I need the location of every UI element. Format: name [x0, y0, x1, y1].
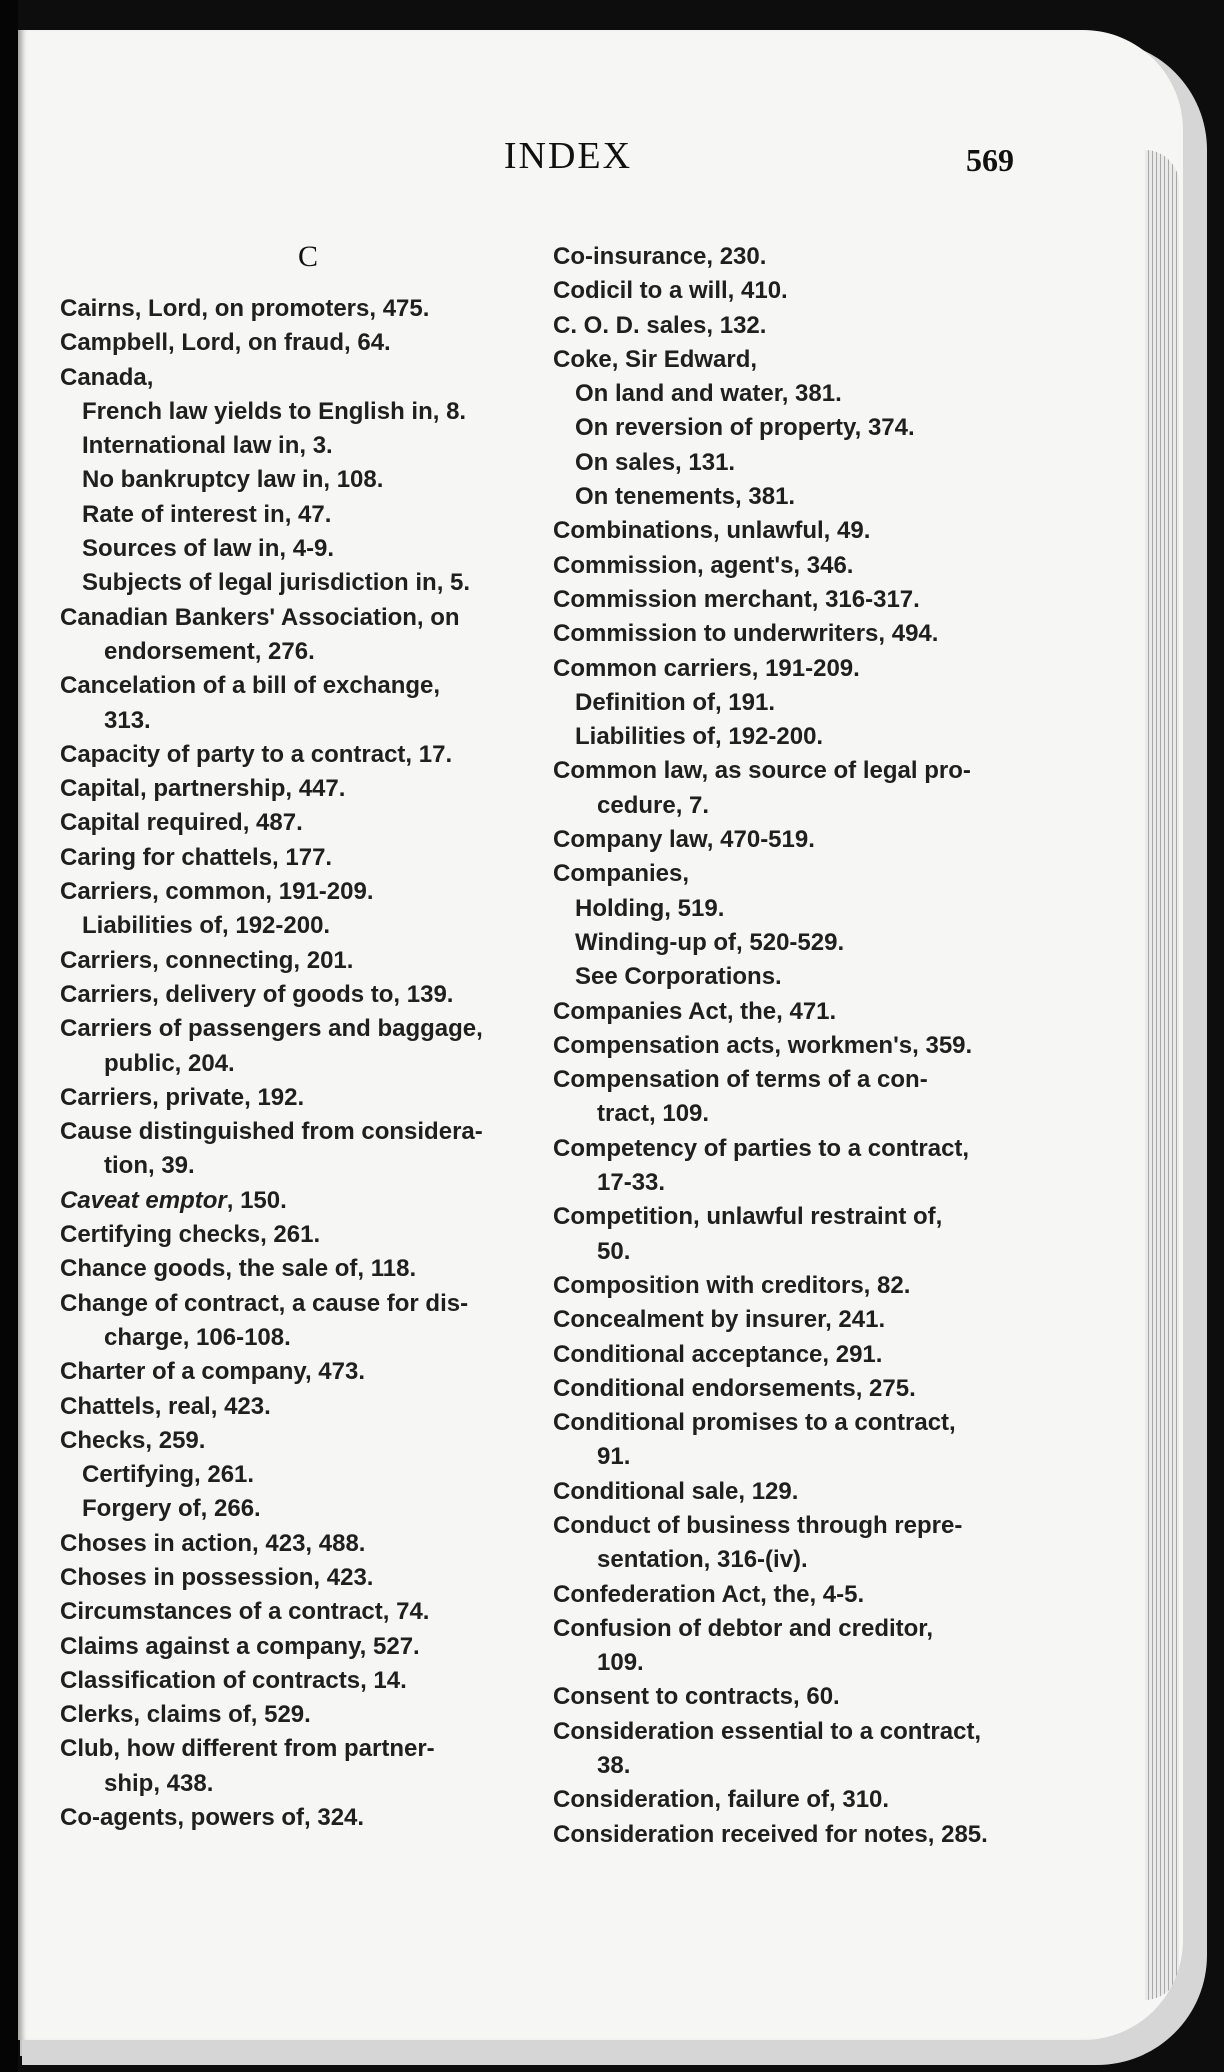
entry-continuation: public, 204. [104, 1049, 235, 1077]
index-subentry [60, 1492, 560, 1526]
entry-text: Conditional promises to a contract, [553, 1409, 956, 1437]
entry-text: Definition of, 191. [575, 688, 776, 716]
entry-text: Choses in possession, 423. [60, 1563, 374, 1591]
index-entry [553, 1372, 1063, 1406]
book-page [18, 30, 1183, 2040]
entry-text: Common carriers, 191-209. [553, 654, 860, 682]
entry-continuation: cedure, 7. [597, 791, 710, 819]
index-subentry [553, 446, 1063, 480]
entry-text: On reversion of property, 374. [575, 414, 915, 442]
index-entry [553, 583, 1063, 617]
entry-text: Carriers, private, 192. [60, 1083, 305, 1111]
entry-text: Cairns, Lord, on promoters, 475. [60, 295, 430, 322]
entry-text: Chattels, real, 423. [60, 1392, 271, 1420]
entry-text: Certifying checks, 261. [60, 1221, 321, 1249]
entry-text: On land and water, 381. [575, 380, 842, 408]
entry-text: Carriers of passengers and baggage, [60, 1015, 483, 1043]
entry-continuation: sentation, 316-(iv). [597, 1546, 808, 1574]
entry-text: See Corporations. [575, 963, 782, 991]
entry-text: Club, how different from partner- [60, 1735, 435, 1763]
index-subentry [60, 395, 560, 429]
index-entry [60, 1012, 560, 1081]
index-entry [553, 1269, 1063, 1303]
book-gutter [0, 0, 18, 2072]
index-entry [60, 772, 560, 806]
index-entry [60, 326, 560, 360]
entry-text: Carriers, common, 191-209. [60, 878, 374, 906]
entry-text: Change of contract, a cause for dis- [60, 1289, 469, 1317]
entry-text: Capital, partnership, 447. [60, 775, 346, 803]
index-entry [553, 1338, 1063, 1372]
index-subentry [60, 909, 560, 943]
index-subentry [553, 480, 1063, 514]
index-entry [553, 1132, 1063, 1201]
entry-text: Confederation Act, the, 4-5. [553, 1580, 865, 1608]
index-subentry [553, 892, 1063, 926]
entry-continuation: 91. [597, 1443, 631, 1471]
index-entry [60, 669, 560, 738]
index-entry [60, 806, 560, 840]
entry-text: Caveat emptor [60, 1186, 227, 1214]
entry-text: Clerks, claims of, 529. [60, 1701, 311, 1729]
index-entry [553, 1578, 1063, 1612]
entry-text: Caring for chattels, 177. [60, 843, 333, 871]
index-subentry [553, 720, 1063, 754]
index-entry [553, 1680, 1063, 1714]
page-title: INDEX [503, 135, 633, 177]
index-entry [60, 1355, 560, 1389]
entry-text: Commission merchant, 316-317. [553, 585, 920, 613]
index-entry [553, 1200, 1063, 1269]
index-entry [60, 1081, 560, 1115]
entry-continuation: 313. [104, 706, 151, 734]
index-entry [60, 841, 560, 875]
entry-text: Conditional acceptance, 291. [553, 1340, 883, 1368]
entry-text: Campbell, Lord, on fraud, 64. [60, 329, 391, 357]
index-entry [553, 652, 1063, 686]
entry-text: Companies Act, the, 471. [553, 997, 837, 1025]
entry-text: Holding, 519. [575, 894, 725, 922]
index-entry [553, 754, 1063, 823]
entry-continuation: endorsement, 276. [104, 637, 315, 665]
index-entry [553, 309, 1063, 343]
index-entry [60, 1595, 560, 1629]
entry-text: Codicil to a will, 410. [553, 277, 788, 305]
entry-text: Consideration essential to a contract, [553, 1717, 982, 1745]
entry-text: Company law, 470-519. [553, 826, 815, 854]
entry-text: Liabilities of, 192-200. [575, 723, 824, 751]
index-entry [60, 1527, 560, 1561]
index-entry [553, 549, 1063, 583]
entry-text: Compensation acts, workmen's, 359. [553, 1031, 973, 1059]
entry-continuation: charge, 106-108. [104, 1323, 291, 1351]
index-entry [60, 1698, 560, 1732]
entry-text: Companies, [553, 860, 690, 888]
entry-text: Choses in action, 423, 488. [60, 1529, 366, 1557]
entry-text: Carriers, delivery of goods to, 139. [60, 980, 454, 1008]
index-entry [60, 1732, 560, 1801]
entry-text: Canada, [60, 363, 154, 391]
index-subentry [60, 498, 560, 532]
index-entry [553, 1612, 1063, 1681]
entry-page-ref: , 150. [226, 1186, 287, 1214]
entry-text: Rate of interest in, 47. [82, 500, 332, 528]
index-entry [553, 617, 1063, 651]
index-entry [553, 1029, 1063, 1063]
index-entry [60, 1252, 560, 1286]
entry-continuation: 50. [597, 1237, 631, 1265]
entry-text: Canadian Bankers' Association, on [60, 603, 460, 631]
entry-text: Conditional sale, 129. [553, 1477, 799, 1505]
entry-text: Coke, Sir Edward, [553, 345, 758, 373]
index-entry [60, 1561, 560, 1595]
index-subentry [60, 566, 560, 600]
entry-text: Winding-up of, 520-529. [575, 928, 845, 956]
index-entry [553, 274, 1063, 308]
page-number: 569 [966, 142, 1014, 178]
entry-text: Checks, 259. [60, 1426, 206, 1454]
entry-text: Conduct of business through repre- [553, 1511, 963, 1539]
index-entry [553, 823, 1063, 857]
entry-text: Co-agents, powers of, 324. [60, 1804, 365, 1832]
entry-text: Conditional endorsements, 275. [553, 1374, 916, 1402]
entry-text: Certifying, 261. [82, 1461, 255, 1489]
index-subentry [60, 429, 560, 463]
entry-text: No bankruptcy law in, 108. [82, 466, 384, 494]
section-letter: C [297, 240, 318, 273]
entry-text: Circumstances of a contract, 74. [60, 1598, 430, 1626]
index-entry [60, 292, 560, 326]
index-entry [60, 1390, 560, 1424]
index-entry [553, 1063, 1063, 1132]
entry-continuation: tract, 109. [597, 1100, 710, 1128]
entry-text: Common law, as source of legal pro- [553, 757, 971, 785]
page-edge-lines [1145, 150, 1179, 2000]
entry-text: International law in, 3. [82, 432, 333, 460]
index-entry [553, 1406, 1063, 1475]
index-entry [60, 1218, 560, 1252]
entry-text: Compensation of terms of a con- [553, 1066, 928, 1094]
index-subentry [60, 1458, 560, 1492]
index-entry [553, 1715, 1063, 1784]
index-entry [553, 514, 1063, 548]
index-entry [60, 978, 560, 1012]
index-entry [553, 995, 1063, 1029]
entry-text: Forgery of, 266. [82, 1495, 261, 1523]
index-subentry [553, 686, 1063, 720]
index-entry [60, 601, 560, 670]
index-entry [553, 1818, 1063, 1852]
index-entry [553, 1509, 1063, 1578]
entry-text: Cancelation of a bill of exchange, [60, 672, 441, 700]
entry-text: Capacity of party to a contract, 17. [60, 740, 453, 768]
entry-text: Chance goods, the sale of, 118. [60, 1255, 417, 1283]
index-entry [553, 857, 1063, 891]
index-entry [60, 1115, 560, 1184]
index-entry [60, 1184, 560, 1218]
entry-continuation: 109. [597, 1649, 644, 1677]
entry-text: Consideration received for notes, 285. [553, 1820, 988, 1848]
entry-text: Commission to underwriters, 494. [553, 620, 939, 648]
index-entry [60, 944, 560, 978]
index-entry [553, 1303, 1063, 1337]
entry-text: French law yields to English in, 8. [82, 397, 467, 425]
entry-text: Liabilities of, 192-200. [82, 912, 331, 940]
entry-text: Sources of law in, 4-9. [82, 535, 335, 563]
index-entry [60, 1801, 560, 1835]
entry-text: Consideration, failure of, 310. [553, 1786, 890, 1814]
entry-text: Composition with creditors, 82. [553, 1271, 911, 1299]
entry-text: Consent to contracts, 60. [553, 1683, 840, 1711]
index-subentry [553, 960, 1063, 994]
entry-text: Carriers, connecting, 201. [60, 946, 354, 974]
entry-text: Commission, agent's, 346. [553, 551, 854, 579]
entry-text: On tenements, 381. [575, 483, 796, 511]
entry-text: On sales, 131. [575, 448, 736, 476]
index-entry [60, 1287, 560, 1356]
entry-text: C. O. D. sales, 132. [553, 311, 767, 339]
index-entry [60, 1630, 560, 1664]
entry-text: Classification of contracts, 14. [60, 1666, 407, 1694]
index-column-left [60, 292, 560, 1835]
entry-text: Subjects of legal jurisdiction in, 5. [82, 569, 471, 597]
entry-text: Cause distinguished from considera- [60, 1118, 483, 1146]
index-entry [553, 1475, 1063, 1509]
entry-continuation: tion, 39. [104, 1152, 195, 1180]
entry-continuation: 17-33. [597, 1169, 666, 1197]
entry-text: Confusion of debtor and creditor, [553, 1614, 933, 1642]
entry-text: Capital required, 487. [60, 809, 303, 837]
entry-text: Competition, unlawful restraint of, [553, 1203, 943, 1231]
index-column-right [553, 240, 1063, 1852]
index-entry [60, 1664, 560, 1698]
index-subentry [60, 463, 560, 497]
index-entry [60, 738, 560, 772]
index-subentry [553, 926, 1063, 960]
index-entry [60, 1424, 560, 1458]
entry-text: Concealment by insurer, 241. [553, 1306, 886, 1334]
index-entry [60, 875, 560, 909]
index-entry [553, 240, 1063, 274]
index-entry [553, 343, 1063, 377]
entry-text: Competency of parties to a contract, [553, 1134, 970, 1162]
entry-continuation: ship, 438. [104, 1769, 214, 1797]
entry-text: Charter of a company, 473. [60, 1358, 365, 1386]
index-subentry [60, 532, 560, 566]
entry-text: Combinations, unlawful, 49. [553, 517, 871, 545]
index-subentry [553, 377, 1063, 411]
entry-text: Claims against a company, 527. [60, 1632, 420, 1660]
entry-continuation: 38. [597, 1752, 631, 1780]
index-subentry [553, 411, 1063, 445]
index-entry [60, 361, 560, 395]
entry-text: Co-insurance, 230. [553, 243, 767, 270]
index-entry [553, 1783, 1063, 1817]
